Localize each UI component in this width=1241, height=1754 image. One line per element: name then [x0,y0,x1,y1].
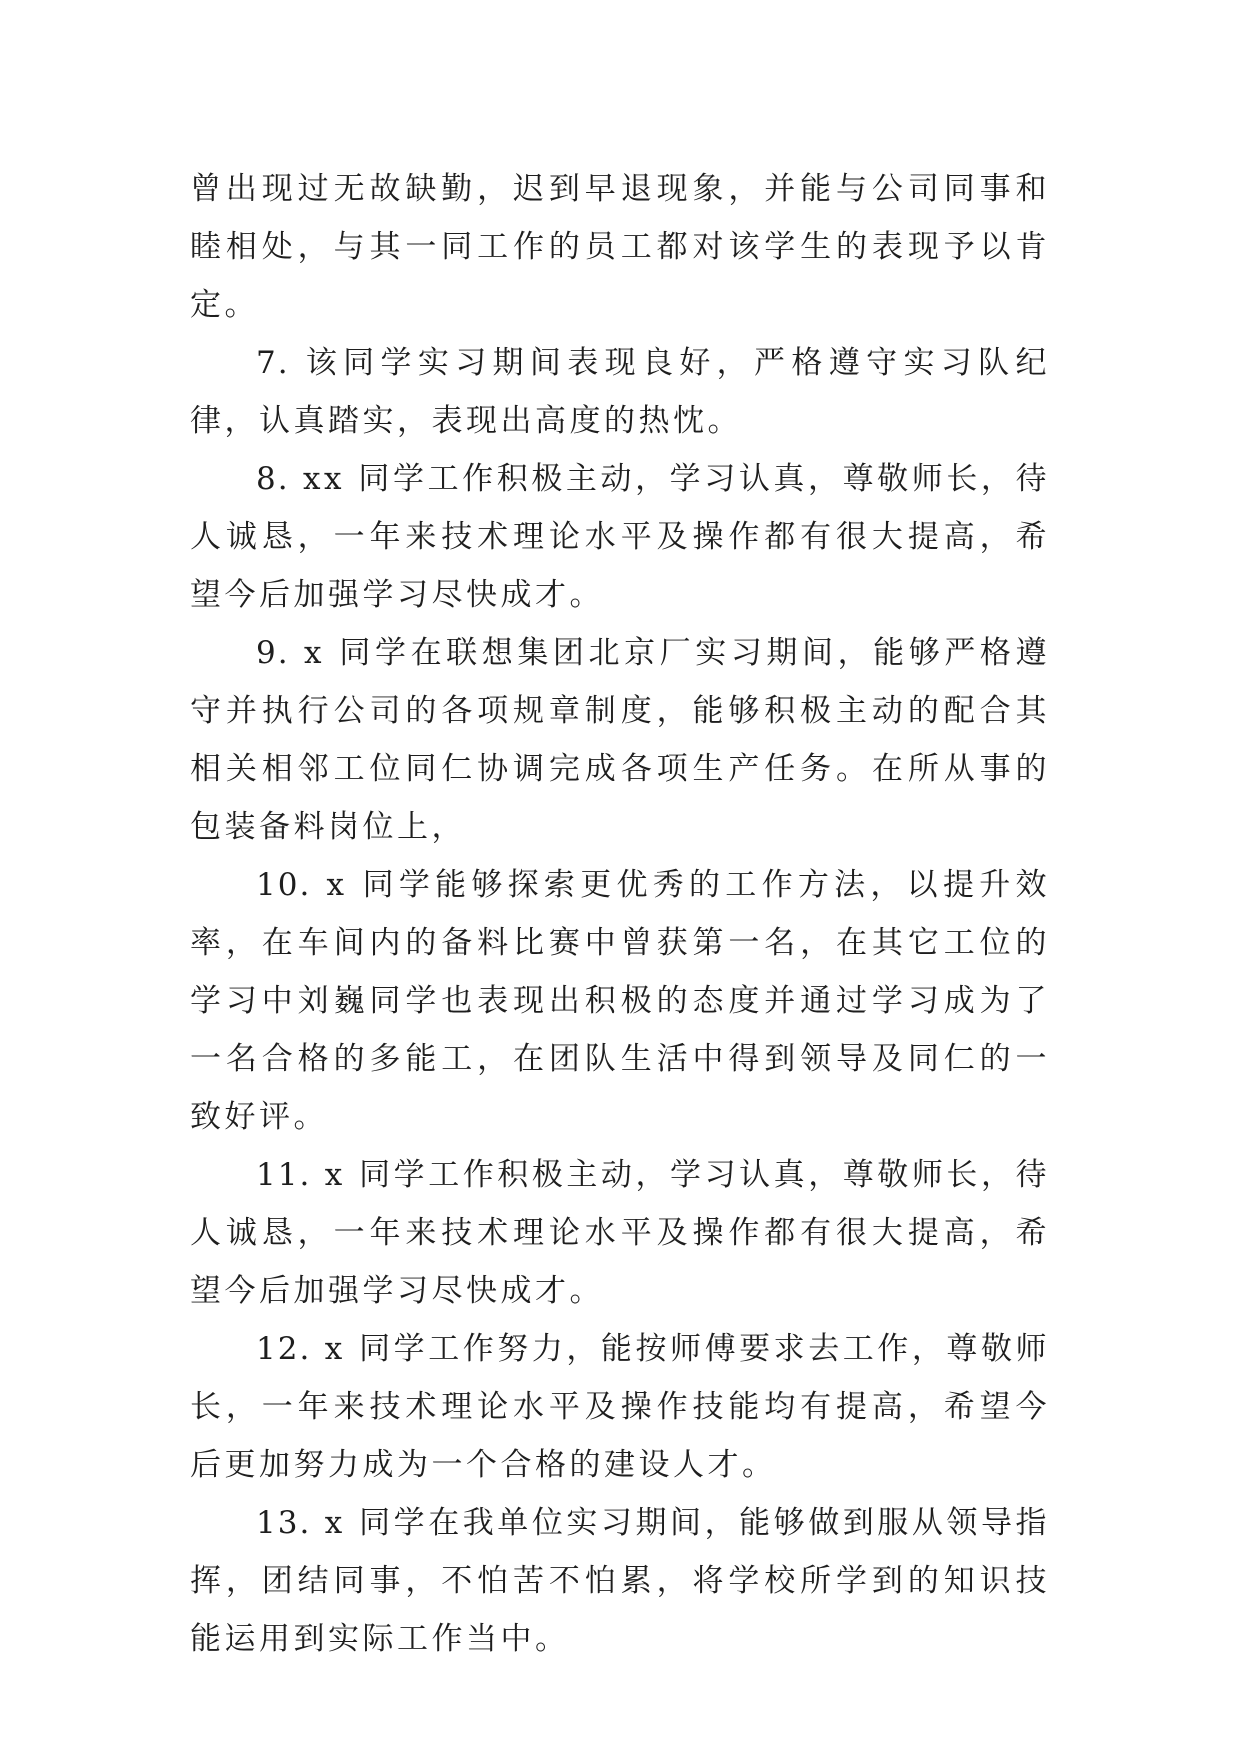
item-number: 12. [256,1331,312,1367]
item-number: 7. [256,345,290,381]
paragraph-text: x 同学能够探索更优秀的工作方法，以提升效率，在车间内的备料比赛中曾获第一名，在其它工位的学习中刘巍同学也表现出积极的态度并通过学习成为了一名合格的多能工，在团队生活中得到领导及同仁的一致好评。 [190,867,1050,1135]
paragraph-item-8 [190,450,1050,624]
paragraph-text: x 同学在联想集团北京厂实习期间，能够严格遵守并执行公司的各项规章制度，能够积极主动的配合其相关相邻工位同仁协调完成各项生产任务。在所从事的包装备料岗位上， [190,635,1050,845]
item-number: 13. [256,1505,312,1541]
paragraph-text: 该同学实习期间表现良好，严格遵守实习队纪律，认真踏实，表现出高度的热忱。 [190,345,1051,439]
paragraph-item-13 [190,1494,1050,1668]
paragraph-text: 曾出现过无故缺勤，迟到早退现象，并能与公司同事和睦相处，与其一同工作的员工都对该学生的表现予以肯定。 [190,171,1050,323]
paragraph-text: x 同学工作积极主动，学习认真，尊敬师长，待人诚恳，一年来技术理论水平及操作都有很大提高，希望今后加强学习尽快成才。 [190,1157,1050,1309]
paragraph-text: x 同学工作努力，能按师傅要求去工作，尊敬师长，一年来技术理论水平及操作技能均有提高，希望今后更加努力成为一个合格的建设人才。 [190,1331,1050,1483]
item-number: 8. [256,461,290,497]
item-number: 11. [256,1157,312,1193]
item-number: 9. [256,635,290,671]
paragraph-item-9 [190,624,1050,856]
paragraph-item-7 [190,334,1050,450]
paragraph-text: xx 同学工作积极主动，学习认真，尊敬师长，待人诚恳，一年来技术理论水平及操作都有很大提高，希望今后加强学习尽快成才。 [190,461,1050,613]
paragraph-item-12 [190,1320,1050,1494]
document-body [190,160,1050,1668]
paragraph-item-10 [190,856,1050,1146]
paragraph-text: x 同学在我单位实习期间，能够做到服从领导指挥，团结同事，不怕苦不怕累，将学校所学到的知识技能运用到实际工作当中。 [190,1505,1050,1657]
paragraph-item-11 [190,1146,1050,1320]
paragraph-continued [190,160,1050,334]
item-number: 10. [256,867,312,903]
